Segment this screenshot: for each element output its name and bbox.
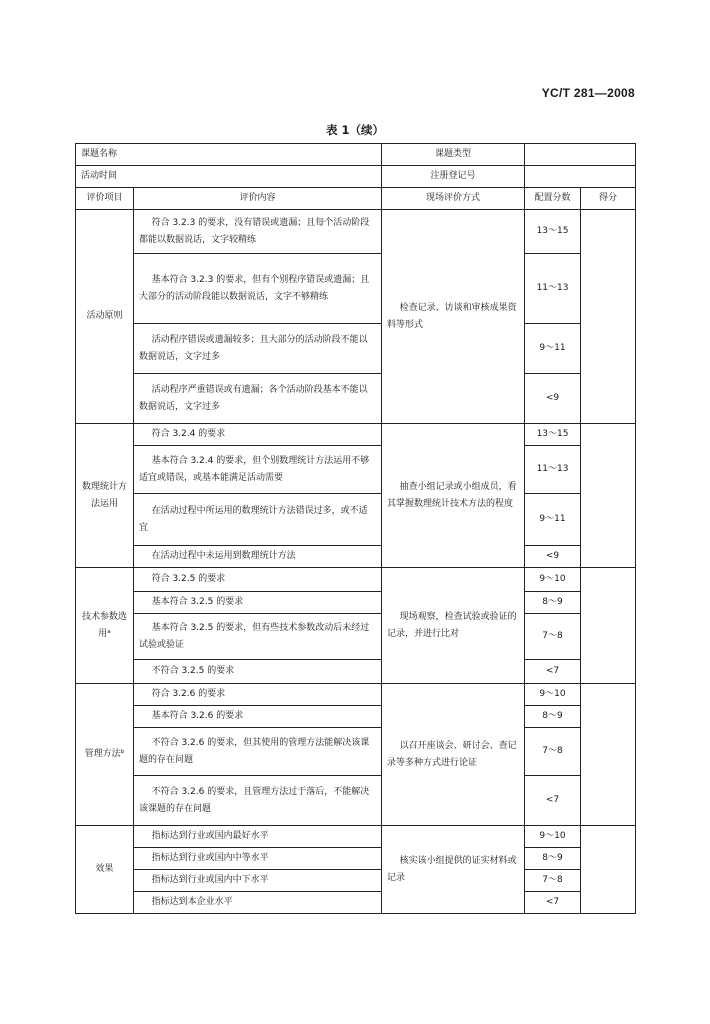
- registration-no-label: 注册登记号: [382, 166, 525, 188]
- result-cell: [581, 684, 636, 826]
- table-row: [76, 546, 636, 568]
- project-name-label: 课题名称: [76, 144, 382, 166]
- method-cell: 现场观察，检查试验或验证的记录，并进行比对: [382, 568, 525, 684]
- table-row: [76, 592, 636, 614]
- table-row: [76, 660, 636, 684]
- item-cell: 活动原则: [76, 210, 134, 424]
- activity-time-label: 活动时间: [76, 166, 382, 188]
- table-row: [76, 892, 636, 914]
- content-cell: 符合 3.2.5 的要求: [134, 568, 382, 592]
- registration-no-value: [525, 166, 636, 188]
- table-row: [76, 254, 636, 324]
- score-cell: 11～13: [525, 254, 581, 324]
- content-cell: 基本符合 3.2.6 的要求: [134, 706, 382, 728]
- content-cell: 活动程序错误或遗漏较多；且大部分的活动阶段不能以数据说话，文字过多: [134, 324, 382, 374]
- table-row: [76, 210, 636, 254]
- table-row: [76, 684, 636, 706]
- content-cell: 在活动过程中所运用的数理统计方法错误过多，或不适宜: [134, 494, 382, 546]
- score-cell: <7: [525, 776, 581, 826]
- content-cell: 指标达到行业或国内中下水平: [134, 870, 382, 892]
- result-cell: [581, 568, 636, 684]
- table-row: [76, 614, 636, 660]
- score-cell: <9: [525, 546, 581, 568]
- table-row: [76, 494, 636, 546]
- table-title: 表 1（续）: [325, 123, 384, 137]
- content-cell: 不符合 3.2.6 的要求，且管理方法过于落后，不能解决该课题的存在问题: [134, 776, 382, 826]
- score-cell: 9～10: [525, 826, 581, 848]
- content-cell: 基本符合 3.2.5 的要求: [134, 592, 382, 614]
- table-row: [76, 776, 636, 826]
- col-method: 现场评价方式: [382, 188, 525, 210]
- item-cell: 效果: [76, 826, 134, 914]
- score-cell: 8～9: [525, 706, 581, 728]
- score-cell: 9～10: [525, 568, 581, 592]
- content-cell: 活动程序严重错误或有遗漏；各个活动阶段基本不能以数据说话，文字过多: [134, 374, 382, 424]
- result-cell: [581, 210, 636, 424]
- score-cell: 7～8: [525, 870, 581, 892]
- content-cell: 指标达到本企业水平: [134, 892, 382, 914]
- content-cell: 不符合 3.2.6 的要求，但其使用的管理方法能解决该课题的存在问题: [134, 728, 382, 776]
- content-cell: 基本符合 3.2.5 的要求，但有些技术参数改动后未经过试验或验证: [134, 614, 382, 660]
- table-row: [76, 706, 636, 728]
- score-cell: <7: [525, 660, 581, 684]
- score-cell: 9～11: [525, 324, 581, 374]
- standard-code: YC/T 281—2008: [541, 86, 635, 100]
- col-item: 评价项目: [76, 188, 134, 210]
- table-row: [76, 826, 636, 848]
- score-cell: <9: [525, 374, 581, 424]
- col-content: 评价内容: [134, 188, 382, 210]
- method-cell: 核实该小组提供的证实材料或记录: [382, 826, 525, 914]
- score-cell: 7～8: [525, 728, 581, 776]
- header-row-time: [76, 166, 636, 188]
- content-cell: 符合 3.2.6 的要求: [134, 684, 382, 706]
- item-cell: 管理方法ᵇ: [76, 684, 134, 826]
- content-cell: 符合 3.2.4 的要求: [134, 424, 382, 446]
- col-result: 得分: [581, 188, 636, 210]
- method-cell: 以召开座谈会、研讨会、查记录等多种方式进行论证: [382, 684, 525, 826]
- content-cell: 不符合 3.2.5 的要求: [134, 660, 382, 684]
- table-row: [76, 870, 636, 892]
- table-row: [76, 728, 636, 776]
- project-type-value: [525, 144, 636, 166]
- content-cell: 在活动过程中未运用到数理统计方法: [134, 546, 382, 568]
- score-cell: 11～13: [525, 446, 581, 494]
- score-cell: 9～10: [525, 684, 581, 706]
- header-row-project: [76, 144, 636, 166]
- column-header-row: [76, 188, 636, 210]
- content-cell: 基本符合 3.2.4 的要求，但个别数理统计方法运用不够适宜或错误，或基本能满足活动需要: [134, 446, 382, 494]
- col-score: 配置分数: [525, 188, 581, 210]
- table-row: [76, 424, 636, 446]
- table-row: [76, 848, 636, 870]
- score-cell: 8～9: [525, 592, 581, 614]
- item-cell: 技术参数选用ᵃ: [76, 568, 134, 684]
- table-row: [76, 374, 636, 424]
- score-cell: 8～9: [525, 848, 581, 870]
- evaluation-table-body: [75, 143, 636, 914]
- table-row: [76, 446, 636, 494]
- method-cell: 检查记录、访谈和审核成果资料等形式: [382, 210, 525, 424]
- result-cell: [581, 424, 636, 568]
- content-cell: 指标达到行业或国内中等水平: [134, 848, 382, 870]
- content-cell: 符合 3.2.3 的要求，没有错误或遗漏；且每个活动阶段都能以数据说话，文字较精练: [134, 210, 382, 254]
- score-cell: <7: [525, 892, 581, 914]
- score-cell: 13～15: [525, 210, 581, 254]
- score-cell: 13～15: [525, 424, 581, 446]
- method-cell: 抽查小组记录或小组成员，看其掌握数理统计技术方法的程度: [382, 424, 525, 568]
- table-row: [76, 568, 636, 592]
- item-cell: 数理统计方法运用: [76, 424, 134, 568]
- score-cell: 7～8: [525, 614, 581, 660]
- result-cell: [581, 826, 636, 914]
- content-cell: 基本符合 3.2.3 的要求，但有个别程序错误或遗漏；且大部分的活动阶段能以数据说话，文字不够精练: [134, 254, 382, 324]
- table-row: [76, 324, 636, 374]
- project-type-label: 课题类型: [382, 144, 525, 166]
- score-cell: 9～11: [525, 494, 581, 546]
- content-cell: 指标达到行业或国内最好水平: [134, 826, 382, 848]
